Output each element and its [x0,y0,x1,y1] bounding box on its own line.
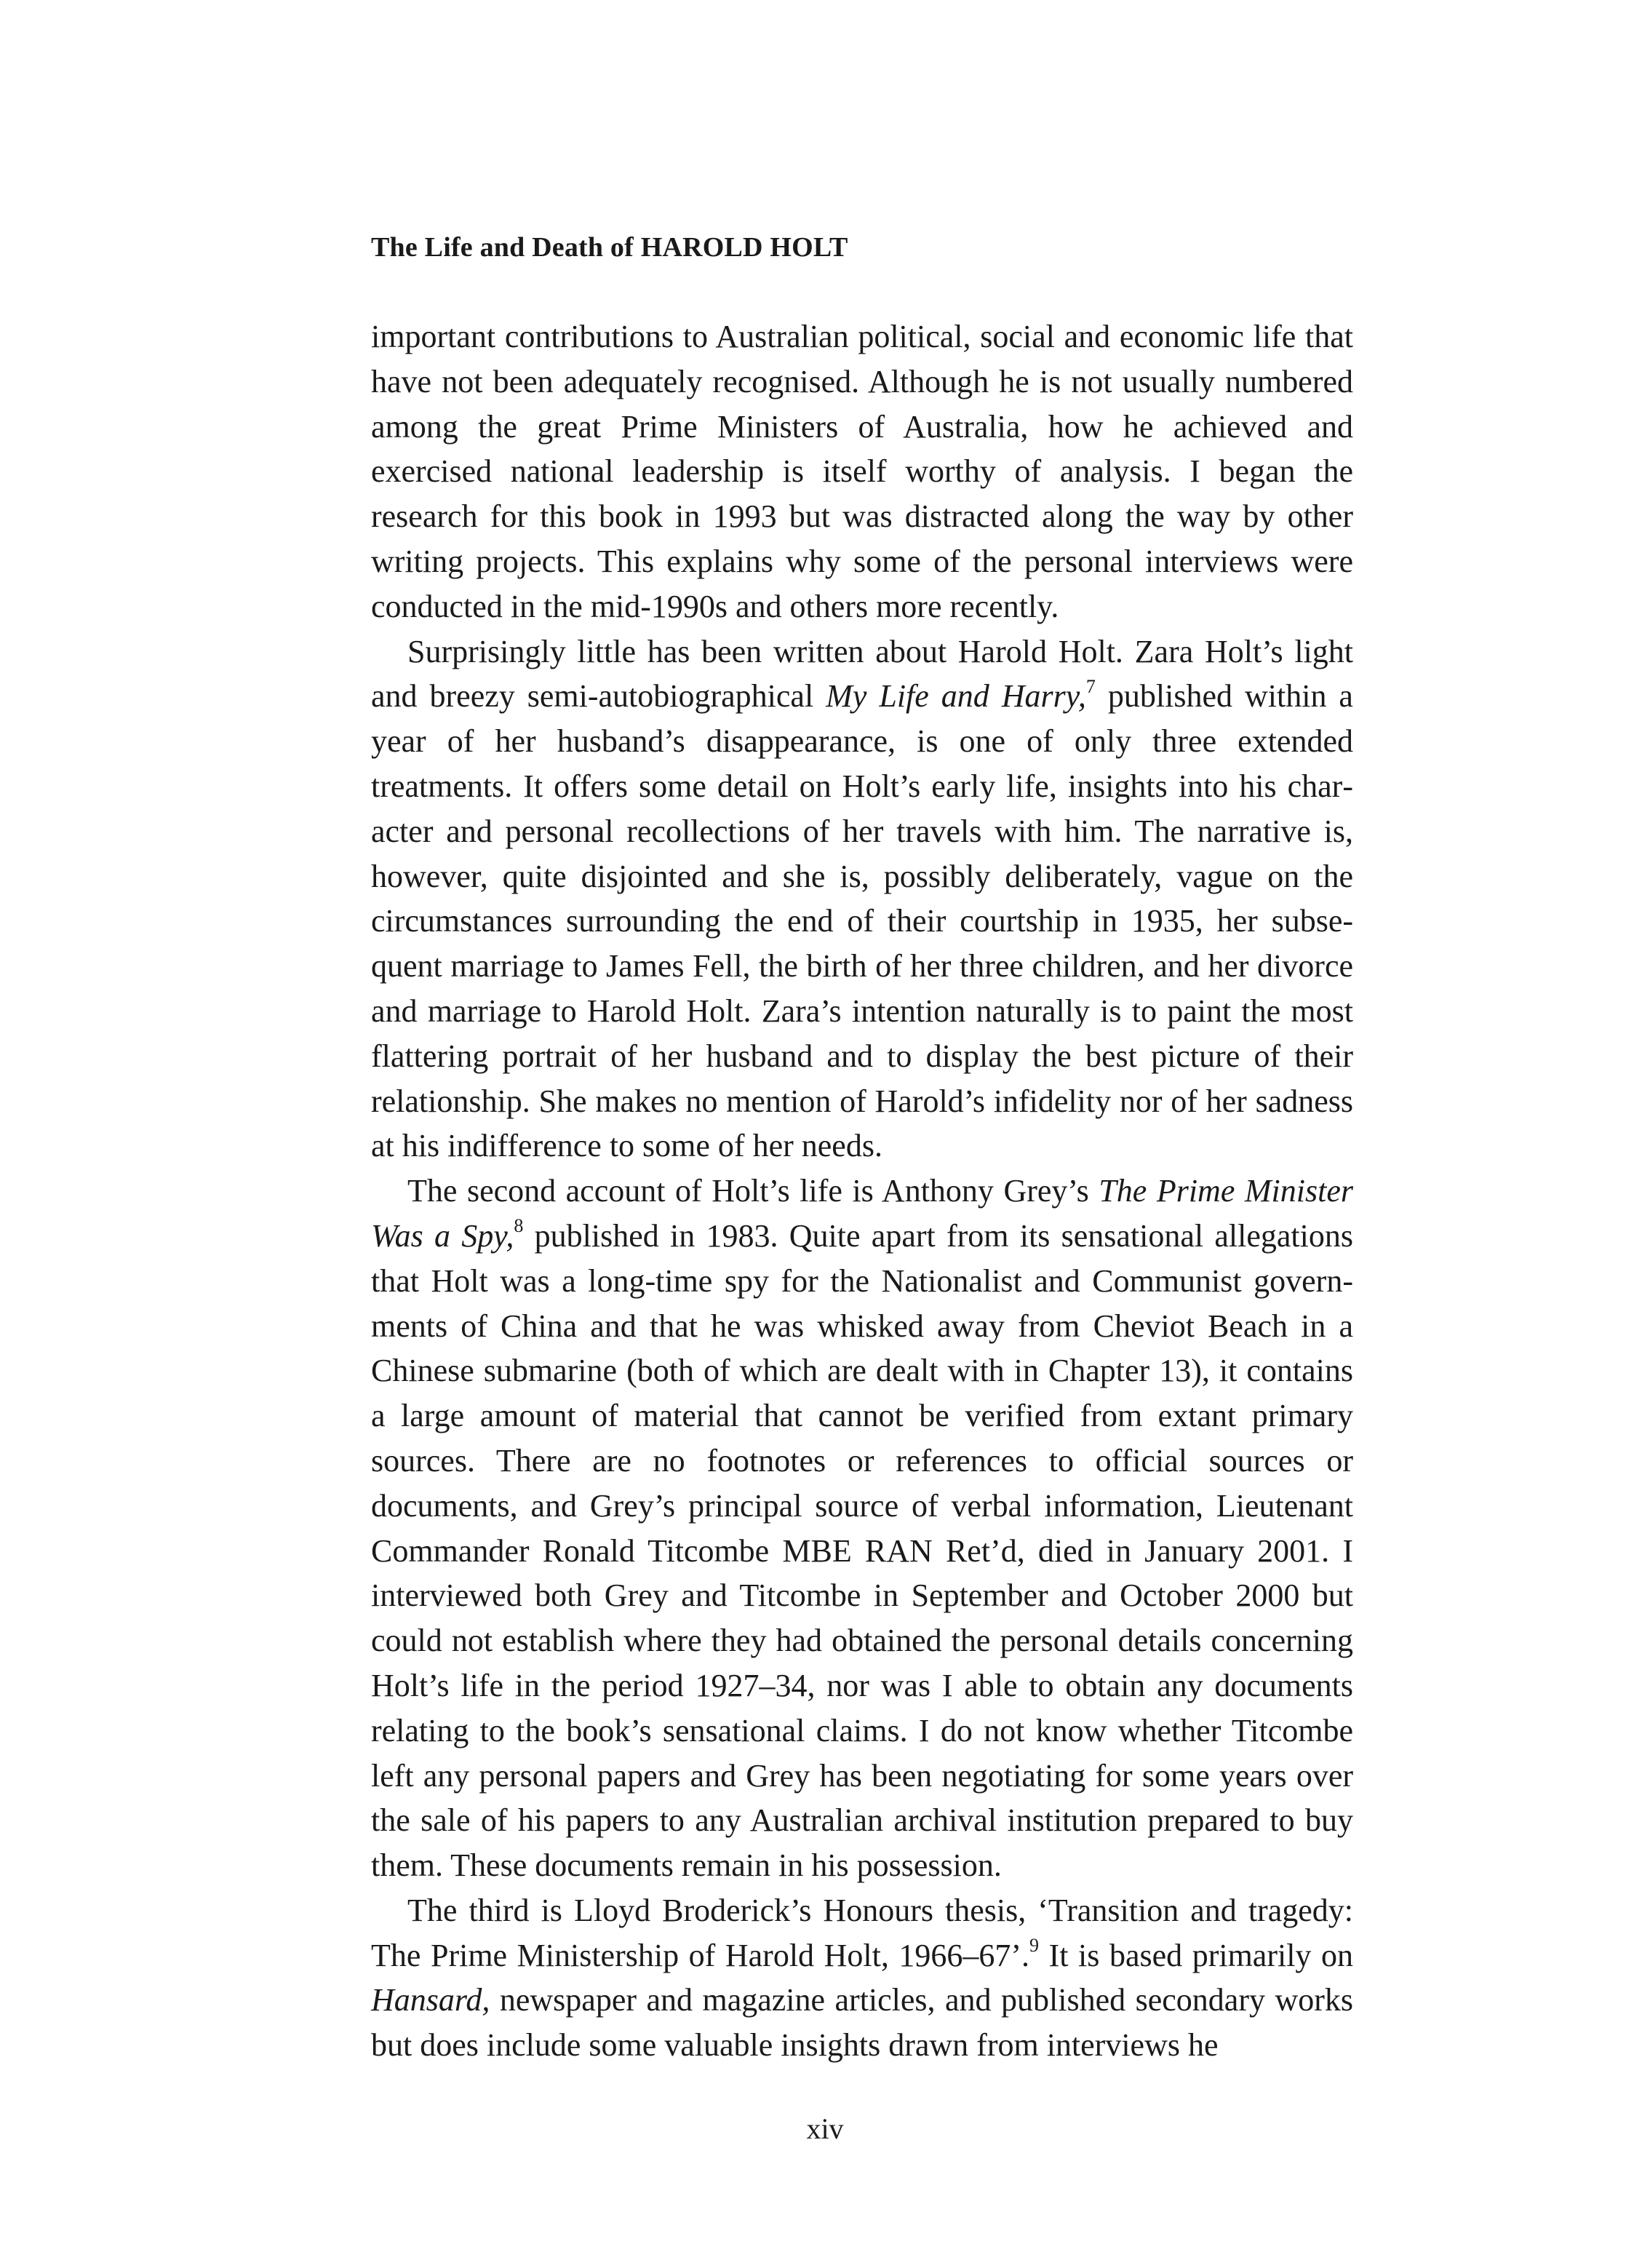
paragraph-4-text-b: It is based primarily on [1039,1937,1353,1973]
running-head: The Life and Death of HAROLD HOLT [371,232,848,263]
paragraph-4-text-c: newspaper and magazine articles, and published secondary works but does include some valuable insights drawn from interviews he [371,1982,1353,2064]
footnote-ref-9: 9 [1029,1935,1040,1957]
paragraph-3-text-a: The second account of Holt’s life is Anthony Grey’s [407,1173,1099,1209]
paragraph-2-text-b: published within a year of her husband’s disappearance, is one of only three extended treatments. It offers some detail on Holt’s early life, insights into his character and personal recollections of her travels with him. The narrative is, however, quite disjointed and she is, possibly deliberately, vague on the circumstances surrounding the end of their courtship in 1935, her subsequent marriage to James Fell, the birth of her three children, and her divorce and marriage to Harold Holt. Zara’s intention naturally is to paint the most flattering portrait of her husband and to display the best picture of their relationship. She makes no mention of Harold’s infidelity nor of her sadness at his indifference to some of her needs. [371,678,1353,1164]
paragraph-4 [371,1888,1353,2068]
footnote-ref-8: 8 [514,1215,524,1237]
paragraph-3 [371,1169,1353,1888]
book-title-prime-minister-was-a-spy: The Prime Minister Was a Spy, [371,1173,1353,1254]
footnote-ref-7: 7 [1085,675,1096,697]
page-number: xiv [806,2112,844,2145]
paragraph-4-text-a: The third is Lloyd Broderick’s Honours thesis, ‘Transition and tragedy: The Prime Ministership of Harold Holt, 1966–67’. [371,1892,1353,1973]
paragraph-2-text-a: Surprisingly little has been written about Harold Holt. Zara Holt’s light and breezy semi-autobiographical [371,633,1353,715]
title-hansard: Hansard, [371,1982,490,2018]
paragraph-1-text: important contributions to Australian political, social and economic life that have not been adequately recognised. Although he is not usually numbered among the great Prime Ministers of Australia, how he achieved and exercised national leadership is itself worthy of analysis. I began the research for this book in 1993 but was distracted along the way by other writing projects. This explains why some of the personal interviews were conducted in the mid-1990s and others more recently. [371,319,1353,624]
book-title-my-life-and-harry: My Life and Harry, [826,678,1086,715]
paragraph-1 [371,314,1353,629]
paragraph-3-text-b: published in 1983. Quite apart from its sensational allegations that Holt was a long-time spy for the Nationalist and Communist governments of China and that he was whisked away from Cheviot Beach in a Chinese submarine (both of which are dealt with in Chapter 13), it contains a large amount of material that cannot be verified from extant primary sources. There are no footnotes or references to official sources or documents, and Grey’s principal source of verbal information, Lieutenant Commander Ronald Titcombe MBE RAN Ret’d, died in January 2001. I interviewed both Grey and Titcombe in September and October 2000 but could not establish where they had obtained the personal details concerning Holt’s life in the period 1927–34, nor was I able to obtain any documents relating to the book’s sensational claims. I do not know whether Titcombe left any personal papers and Grey has been negotiating for some years over the sale of his papers to any Australian archival institution prepared to buy them. These documents remain in his possession. [371,1217,1353,1884]
body-text [371,314,1353,2068]
paragraph-2 [371,629,1353,1169]
